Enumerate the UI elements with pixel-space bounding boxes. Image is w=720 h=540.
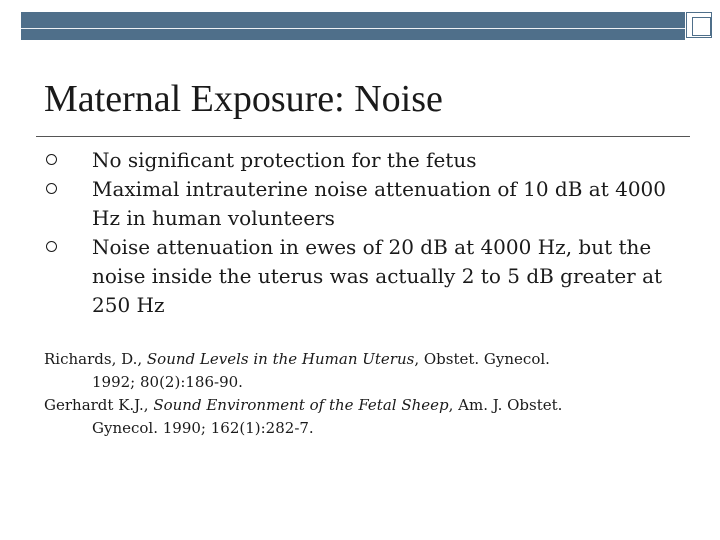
header-band-line bbox=[21, 28, 685, 29]
hollow-circle-bullet-icon bbox=[46, 154, 57, 165]
reference-title: Sound Levels in the Human Uterus bbox=[146, 350, 415, 368]
corner-square-inner bbox=[692, 17, 711, 36]
reference-citation: 1992; 80(2):186-90. bbox=[92, 373, 243, 391]
hollow-circle-bullet-icon bbox=[46, 183, 57, 194]
bullet-text: Maximal intrauterine noise attenuation of 10 dB at 4000 Hz in human volunteers bbox=[92, 177, 666, 230]
header-band bbox=[21, 12, 685, 40]
reference-source: , Obstet. Gynecol. bbox=[414, 350, 550, 368]
reference-citation: Gynecol. 1990; 162(1):282-7. bbox=[92, 419, 314, 437]
reference-entry bbox=[44, 348, 684, 394]
slide-title: Maternal Exposure: Noise bbox=[44, 78, 443, 120]
bullet-item bbox=[36, 233, 676, 320]
reference-authors: Richards, D., bbox=[44, 350, 147, 368]
bullet-item bbox=[36, 175, 676, 233]
reference-authors: Gerhardt K.J., bbox=[44, 396, 154, 414]
bullet-text: Noise attenuation in ewes of 20 dB at 4000 Hz, but the noise inside the uterus was actually 2 to 5 dB greater at 250 Hz bbox=[92, 235, 663, 317]
title-divider bbox=[36, 136, 690, 137]
hollow-circle-bullet-icon bbox=[46, 241, 57, 252]
references bbox=[44, 348, 684, 440]
reference-source: , Am. J. Obstet. bbox=[448, 396, 563, 414]
reference-entry bbox=[44, 394, 684, 440]
bullet-item bbox=[36, 146, 676, 175]
bullet-text: No significant protection for the fetus bbox=[92, 148, 477, 172]
bullet-list bbox=[36, 146, 676, 320]
reference-title: Sound Environment of the Fetal Sheep bbox=[153, 396, 449, 414]
